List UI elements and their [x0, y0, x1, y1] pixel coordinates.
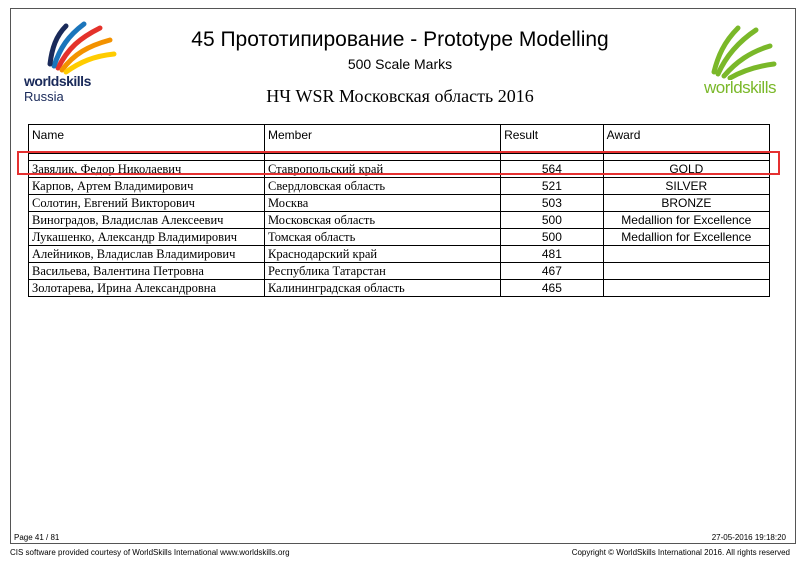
- header-result: Result: [501, 125, 604, 154]
- table-row: [29, 195, 770, 212]
- worldskills-logo: [678, 22, 778, 102]
- cell-result: 500: [501, 229, 604, 246]
- cell-award: GOLD: [603, 161, 769, 178]
- table-row: [29, 263, 770, 280]
- cell-name: Карпов, Артем Владимирович: [29, 178, 265, 195]
- cell-member: Республика Татарстан: [265, 263, 501, 280]
- logo-left-text: worldskills: [24, 73, 91, 89]
- cell-award: Medallion for Excellence: [603, 212, 769, 229]
- table-row: [29, 178, 770, 195]
- cell-award: SILVER: [603, 178, 769, 195]
- page-number: Page 41 / 81: [14, 533, 60, 542]
- cell-award: [603, 280, 769, 297]
- cell-member: Томская область: [265, 229, 501, 246]
- cell-member: Московская область: [265, 212, 501, 229]
- cell-award: Medallion for Excellence: [603, 229, 769, 246]
- table-row: [29, 212, 770, 229]
- logo-right-text: worldskills: [704, 78, 776, 97]
- results-table: [28, 124, 770, 297]
- cell-member: Ставропольский край: [265, 161, 501, 178]
- report-title: 45 Прототипирование - Prototype Modelling: [191, 28, 609, 51]
- logo-left-subtext: Russia: [24, 89, 64, 104]
- table-row: [29, 280, 770, 297]
- worldskills-swirl-icon: [678, 22, 778, 80]
- cell-name: Лукашенко, Александр Владимирович: [29, 229, 265, 246]
- table-row: [29, 246, 770, 263]
- event-title: НЧ WSR Московская область 2016: [266, 86, 534, 106]
- cell-result: 521: [501, 178, 604, 195]
- cell-name: Солотин, Евгений Викторович: [29, 195, 265, 212]
- cell-result: 564: [501, 161, 604, 178]
- cell-award: BRONZE: [603, 195, 769, 212]
- table-row: [29, 229, 770, 246]
- cell-result: 465: [501, 280, 604, 297]
- cell-member: Свердловская область: [265, 178, 501, 195]
- report-subtitle: 500 Scale Marks: [347, 56, 453, 72]
- report-datetime: 27-05-2016 19:18:20: [711, 533, 786, 542]
- cell-member: Краснодарский край: [265, 246, 501, 263]
- cell-result: 500: [501, 212, 604, 229]
- header-award: Award: [603, 125, 769, 154]
- table-row: [29, 161, 770, 178]
- worldskills-russia-logo: [18, 18, 128, 108]
- table-header-row: [29, 125, 770, 154]
- cell-award: [603, 246, 769, 263]
- cell-name: Золотарева, Ирина Александровна: [29, 280, 265, 297]
- header-name: Name: [29, 125, 265, 154]
- cell-name: Виноградов, Владислав Алексеевич: [29, 212, 265, 229]
- copyright-notice: Copyright © WorldSkills International 2016. All rights reserved: [571, 548, 790, 557]
- worldskills-swirl-icon: [18, 18, 128, 78]
- cell-name: Васильева, Валентина Петровна: [29, 263, 265, 280]
- cell-result: 467: [501, 263, 604, 280]
- cell-result: 481: [501, 246, 604, 263]
- header-member: Member: [265, 125, 501, 154]
- software-credit: CIS software provided courtesy of WorldSkills International www.worldskills.org: [10, 548, 290, 557]
- cell-member: Москва: [265, 195, 501, 212]
- cell-result: 503: [501, 195, 604, 212]
- cell-award: [603, 263, 769, 280]
- cell-member: Калининградская область: [265, 280, 501, 297]
- cell-name: Алейников, Владислав Владимирович: [29, 246, 265, 263]
- cell-name: Завялик, Федор Николаевич: [29, 161, 265, 178]
